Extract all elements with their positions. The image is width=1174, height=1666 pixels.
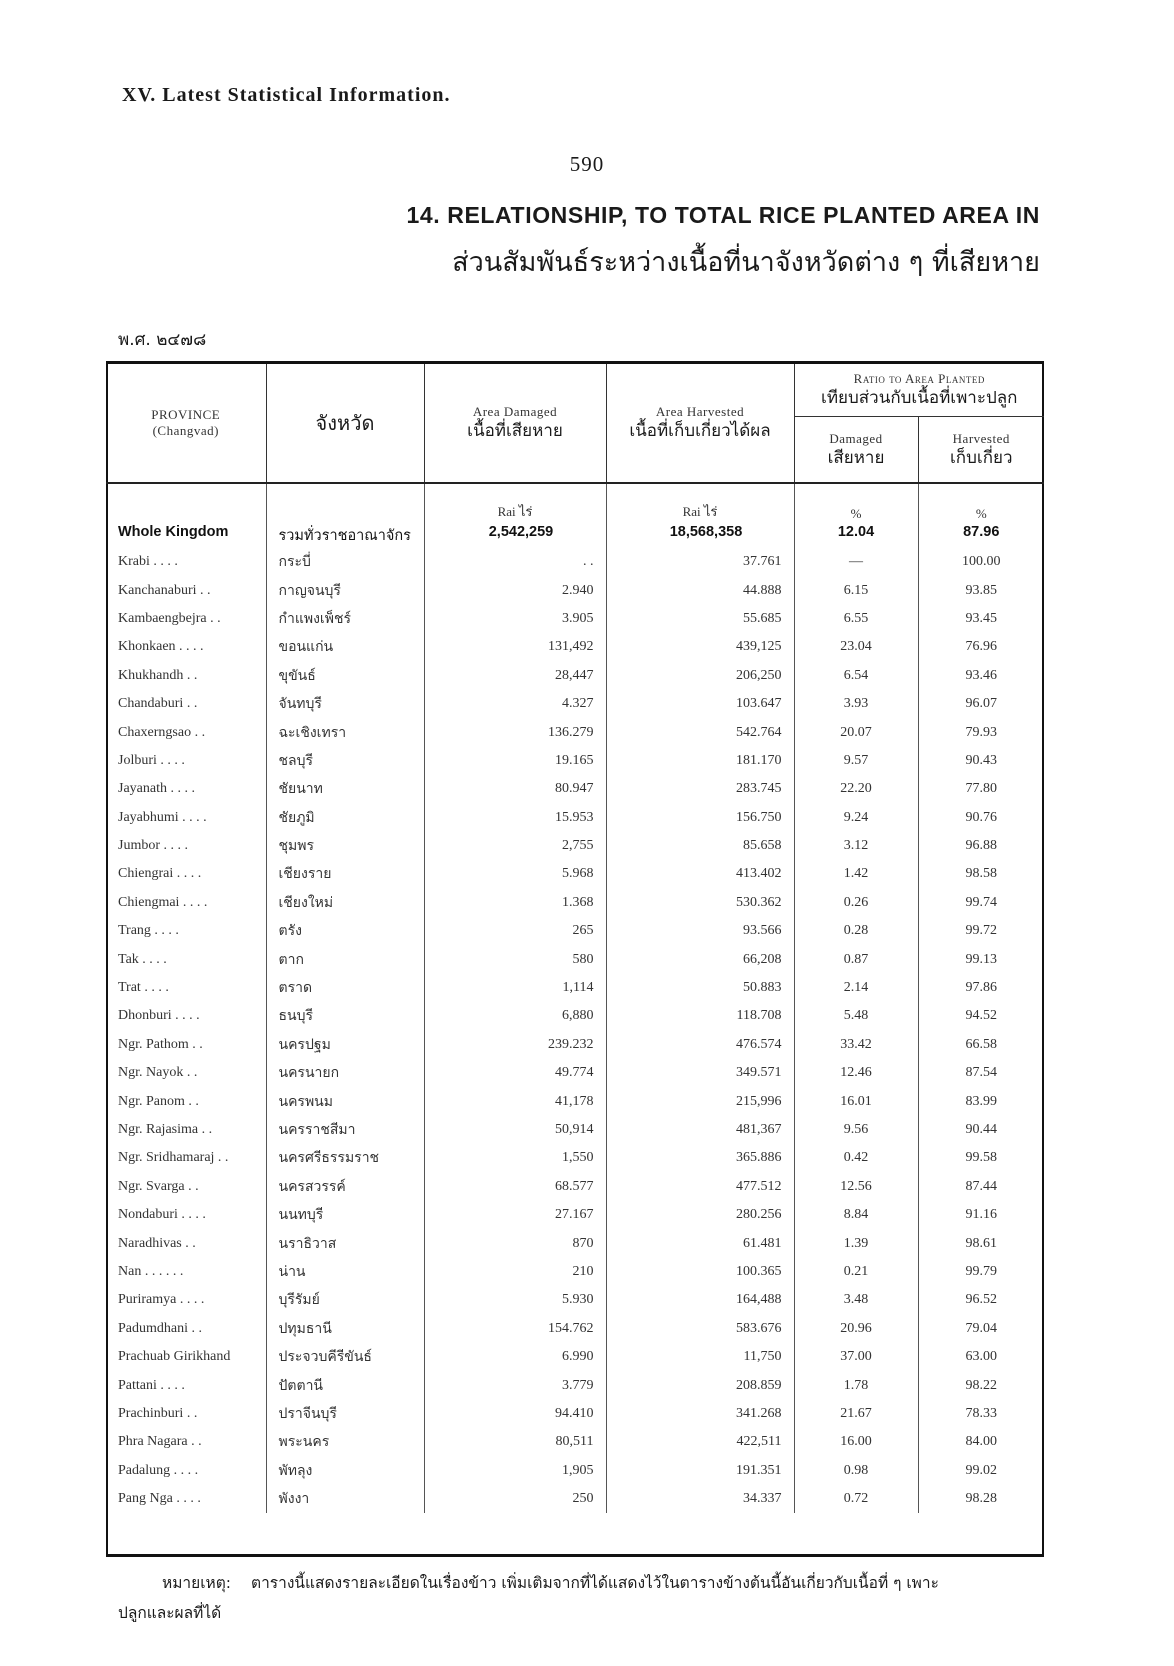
area-harvested: 477.512 <box>606 1173 794 1201</box>
ratio-damaged: 33.42 <box>794 1031 918 1059</box>
province-name-en: Kambaengbejra . . <box>106 605 266 633</box>
ratio-damaged: 1.39 <box>794 1229 918 1257</box>
area-harvested: 481,367 <box>606 1116 794 1144</box>
area-harvested: 118.708 <box>606 1002 794 1030</box>
footnote-label: หมายเหตุ: <box>162 1574 232 1592</box>
area-damaged: 94.410 <box>424 1400 606 1428</box>
province-name-th: นครปฐม <box>266 1031 424 1059</box>
area-damaged: 15.953 <box>424 804 606 832</box>
table-row <box>106 1173 1044 1201</box>
area-harvested: 439,125 <box>606 633 794 661</box>
area-harvested: 215,996 <box>606 1087 794 1115</box>
province-name-en: Phra Nagara . . <box>106 1428 266 1456</box>
province-name-th: นครสวรรค์ <box>266 1173 424 1201</box>
ratio-harvested: 83.99 <box>965 1093 997 1109</box>
province-name-th: ขุขันธ์ <box>266 662 424 690</box>
ratio-harvested: 91.16 <box>965 1207 997 1223</box>
province-name-th: จันทบุรี <box>266 690 424 718</box>
ratio-harvested: 76.96 <box>965 639 997 655</box>
province-name-en: Chiengmai . . . . <box>106 889 266 917</box>
table-row <box>106 1031 1044 1059</box>
province-name-th: ตาก <box>266 945 424 973</box>
ratio-damaged: 6.54 <box>794 662 918 690</box>
area-damaged: 870 <box>424 1229 606 1257</box>
area-harvested: 583.676 <box>606 1315 794 1343</box>
province-name-en: Khukhandh . . <box>106 662 266 690</box>
area-damaged: 265 <box>424 917 606 945</box>
province-name-th: นครพนม <box>266 1087 424 1115</box>
table-row <box>106 633 1044 661</box>
area-damaged: 1,905 <box>424 1457 606 1485</box>
table-row <box>106 1087 1044 1115</box>
table-row <box>106 662 1044 690</box>
province-name-th: เชียงใหม่ <box>266 889 424 917</box>
table-row <box>106 1258 1044 1286</box>
header-province-label: PROVINCE <box>151 407 221 422</box>
province-name-en: Jumbor . . . . <box>106 832 266 860</box>
header-ratio-damaged-th: เสียหาย <box>827 447 885 468</box>
area-harvested: 164,488 <box>606 1286 794 1314</box>
area-harvested: 156.750 <box>606 804 794 832</box>
ratio-harvested: 98.58 <box>965 866 997 882</box>
area-harvested: 365.886 <box>606 1144 794 1172</box>
province-name-th: นครศรีธรรมราช <box>266 1144 424 1172</box>
area-harvested: 422,511 <box>606 1428 794 1456</box>
header-ratio-damaged-en: Damaged <box>829 430 883 446</box>
area-harvested: 283.745 <box>606 775 794 803</box>
province-name-en: Chaxerngsao . . <box>106 718 266 746</box>
province-name-th: นนทบุรี <box>266 1201 424 1229</box>
province-name-th: ปัตตานี <box>266 1371 424 1399</box>
province-name-th: น่าน <box>266 1258 424 1286</box>
table-title-english: 14. RELATIONSHIP, TO TOTAL RICE PLANTED AREA IN <box>406 202 1040 228</box>
table-row <box>106 1116 1044 1144</box>
province-name-th: กาญจนบุรี <box>266 576 424 604</box>
ratio-harvested: 99.58 <box>965 1150 997 1166</box>
ratio-damaged: — <box>794 548 918 576</box>
ratio-damaged: 37.00 <box>794 1343 918 1371</box>
ratio-harvested: 98.22 <box>965 1377 997 1393</box>
table-row <box>106 548 1044 576</box>
area-damaged: . . <box>424 548 606 576</box>
area-harvested: 476.574 <box>606 1031 794 1059</box>
area-harvested: 542.764 <box>606 718 794 746</box>
table-row <box>106 690 1044 718</box>
province-name-en: Dhonburi . . . . <box>106 1002 266 1030</box>
ratio-harvested: 77.80 <box>965 781 997 797</box>
ratio-damaged: 3.12 <box>794 832 918 860</box>
province-name-en: Ngr. Panom . . <box>106 1087 266 1115</box>
kingdom-harvested: 18,568,358 <box>606 524 794 548</box>
area-damaged: 80.947 <box>424 775 606 803</box>
area-damaged: 1,114 <box>424 974 606 1002</box>
kingdom-name-en: Whole Kingdom <box>106 524 266 548</box>
province-name-en: Nan . . . . . . <box>106 1258 266 1286</box>
ratio-harvested: 93.45 <box>965 610 997 626</box>
table-row <box>106 1059 1044 1087</box>
units-ratio-harvested: % <box>975 506 987 521</box>
area-damaged: 1,550 <box>424 1144 606 1172</box>
ratio-damaged: 1.42 <box>794 860 918 888</box>
units-cell-empty <box>266 483 424 524</box>
area-damaged: 136.279 <box>424 718 606 746</box>
ratio-damaged: 16.01 <box>794 1087 918 1115</box>
province-name-th: ฉะเชิงเทรา <box>266 718 424 746</box>
ratio-harvested: 99.02 <box>965 1462 997 1478</box>
units-damaged: Rai ไร่ <box>424 483 606 524</box>
whole-kingdom-row <box>106 524 1044 548</box>
province-name-th: ธนบุรี <box>266 1002 424 1030</box>
province-name-en: Prachuab Girikhand <box>106 1343 266 1371</box>
province-name-th: ประจวบคีรีขันธ์ <box>266 1343 424 1371</box>
area-damaged: 80,511 <box>424 1428 606 1456</box>
table-row <box>106 1371 1044 1399</box>
table-row <box>106 718 1044 746</box>
ratio-damaged: 0.98 <box>794 1457 918 1485</box>
area-damaged: 5.968 <box>424 860 606 888</box>
header-harvested-en: Area Harvested <box>655 404 745 419</box>
kingdom-ratio-damaged: 12.04 <box>794 524 918 548</box>
ratio-damaged: 9.57 <box>794 747 918 775</box>
area-harvested: 37.761 <box>606 548 794 576</box>
area-harvested: 44.888 <box>606 576 794 604</box>
area-harvested: 34.337 <box>606 1485 794 1513</box>
units-harvested: Rai ไร่ <box>606 483 794 524</box>
province-name-en: Krabi . . . . <box>106 548 266 576</box>
province-name-en: Chiengrai . . . . <box>106 860 266 888</box>
ratio-harvested: 93.46 <box>965 667 997 683</box>
header-area-damaged <box>424 364 606 483</box>
province-name-th: ตราด <box>266 974 424 1002</box>
ratio-damaged: 23.04 <box>794 633 918 661</box>
header-harvested-th: เนื้อที่เก็บเกี่ยวได้ผล <box>629 421 771 441</box>
province-name-en: Ngr. Nayok . . <box>106 1059 266 1087</box>
ratio-damaged: 2.14 <box>794 974 918 1002</box>
ratio-harvested: 99.13 <box>965 951 997 967</box>
area-damaged: 580 <box>424 945 606 973</box>
province-name-en: Padalung . . . . <box>106 1457 266 1485</box>
ratio-damaged: 0.26 <box>794 889 918 917</box>
province-name-th: ขอนแก่น <box>266 633 424 661</box>
ratio-harvested: 96.07 <box>965 696 997 712</box>
table-title-thai: ส่วนสัมพันธ์ระหว่างเนื้อที่นาจังหวัดต่าง ๆ ที่เสียหาย <box>452 247 1040 278</box>
table-row <box>106 1343 1044 1371</box>
area-harvested: 50.883 <box>606 974 794 1002</box>
area-harvested: 530.362 <box>606 889 794 917</box>
table-row <box>106 747 1044 775</box>
ratio-damaged: 0.21 <box>794 1258 918 1286</box>
footnote-text-continued: ปลูกและผลที่ได้ <box>118 1604 222 1622</box>
ratio-harvested: 90.43 <box>965 752 997 768</box>
area-damaged: 6.990 <box>424 1343 606 1371</box>
area-harvested: 100.365 <box>606 1258 794 1286</box>
area-harvested: 349.571 <box>606 1059 794 1087</box>
province-name-th: เชียงราย <box>266 860 424 888</box>
ratio-damaged: 6.55 <box>794 605 918 633</box>
area-damaged: 6,880 <box>424 1002 606 1030</box>
header-province-en <box>106 364 266 483</box>
area-damaged: 210 <box>424 1258 606 1286</box>
ratio-harvested: 99.74 <box>965 894 997 910</box>
area-damaged: 154.762 <box>424 1315 606 1343</box>
province-name-th: ปราจีนบุรี <box>266 1400 424 1428</box>
province-name-en: Trang . . . . <box>106 917 266 945</box>
table-row <box>106 917 1044 945</box>
header-damaged-en: Area Damaged <box>472 404 558 419</box>
table-row <box>106 576 1044 604</box>
ratio-harvested: 93.85 <box>965 582 997 598</box>
area-harvested: 341.268 <box>606 1400 794 1428</box>
table-row <box>106 1428 1044 1456</box>
province-name-th: ชลบุรี <box>266 747 424 775</box>
ratio-damaged: 21.67 <box>794 1400 918 1428</box>
area-damaged: 28,447 <box>424 662 606 690</box>
ratio-harvested: 84.00 <box>965 1434 997 1450</box>
table-row <box>106 860 1044 888</box>
area-harvested: 206,250 <box>606 662 794 690</box>
ratio-harvested: 94.52 <box>965 1008 997 1024</box>
area-harvested: 280.256 <box>606 1201 794 1229</box>
ratio-harvested: 87.54 <box>965 1065 997 1081</box>
header-ratio-th: เทียบส่วนกับเนื้อที่เพาะปลูก <box>821 388 1018 409</box>
province-name-en: Padumdhani . . <box>106 1315 266 1343</box>
province-name-th: นครราชสีมา <box>266 1116 424 1144</box>
province-name-en: Jolburi . . . . <box>106 747 266 775</box>
ratio-damaged: 22.20 <box>794 775 918 803</box>
area-harvested: 61.481 <box>606 1229 794 1257</box>
province-name-en: Naradhivas . . <box>106 1229 266 1257</box>
ratio-damaged: 9.24 <box>794 804 918 832</box>
ratio-harvested: 100.00 <box>962 554 1001 570</box>
province-name-en: Ngr. Pathom . . <box>106 1031 266 1059</box>
ratio-damaged: 9.56 <box>794 1116 918 1144</box>
ratio-damaged: 0.72 <box>794 1485 918 1513</box>
area-damaged: 50,914 <box>424 1116 606 1144</box>
ratio-harvested: 96.52 <box>965 1292 997 1308</box>
province-name-th: บุรีรัมย์ <box>266 1286 424 1314</box>
province-name-th: ชัยนาท <box>266 775 424 803</box>
area-damaged: 1.368 <box>424 889 606 917</box>
table-row <box>106 832 1044 860</box>
province-name-th: ตรัง <box>266 917 424 945</box>
province-name-en: Prachinburi . . <box>106 1400 266 1428</box>
area-damaged: 4.327 <box>424 690 606 718</box>
area-harvested: 191.351 <box>606 1457 794 1485</box>
kingdom-ratio-harvested: 87.96 <box>963 524 1000 540</box>
province-name-th: ชุมพร <box>266 832 424 860</box>
ratio-damaged: 5.48 <box>794 1002 918 1030</box>
ratio-damaged: 0.87 <box>794 945 918 973</box>
header-ratio-en: Ratio to Area Planted <box>853 371 985 387</box>
province-name-en: Khonkaen . . . . <box>106 633 266 661</box>
ratio-damaged: 20.07 <box>794 718 918 746</box>
province-name-th: พังงา <box>266 1485 424 1513</box>
ratio-harvested: 99.79 <box>965 1263 997 1279</box>
province-name-th: นครนายก <box>266 1059 424 1087</box>
table-row <box>106 775 1044 803</box>
ratio-damaged: 3.93 <box>794 690 918 718</box>
page-number: 590 <box>569 152 605 176</box>
area-harvested: 181.170 <box>606 747 794 775</box>
province-name-th: พัทลุง <box>266 1457 424 1485</box>
area-damaged: 2,755 <box>424 832 606 860</box>
header-province-th <box>266 364 424 483</box>
kingdom-name-th: รวมทั่วราชอาณาจักร <box>266 524 424 548</box>
table-row <box>106 605 1044 633</box>
area-damaged: 27.167 <box>424 1201 606 1229</box>
area-harvested: 208.859 <box>606 1371 794 1399</box>
header-damaged-th: เนื้อที่เสียหาย <box>467 421 563 441</box>
header-ratio-harvested-en: Harvested <box>952 430 1010 446</box>
area-harvested: 103.647 <box>606 690 794 718</box>
ratio-harvested: 78.33 <box>965 1405 997 1421</box>
header-province-thai: จังหวัด <box>315 411 375 435</box>
area-damaged: 68.577 <box>424 1173 606 1201</box>
table-row <box>106 1144 1044 1172</box>
ratio-harvested: 98.28 <box>965 1491 997 1507</box>
ratio-harvested: 98.61 <box>965 1235 997 1251</box>
province-name-en: Ngr. Rajasima . . <box>106 1116 266 1144</box>
header-ratio-harvested <box>918 417 1044 483</box>
province-name-en: Jayanath . . . . <box>106 775 266 803</box>
ratio-damaged: 12.56 <box>794 1173 918 1201</box>
table-row <box>106 1400 1044 1428</box>
table-row <box>106 945 1044 973</box>
ratio-harvested: 90.44 <box>965 1122 997 1137</box>
header-ratio <box>794 364 1044 417</box>
ratio-harvested: 97.86 <box>965 980 997 996</box>
units-ratio-damaged: % <box>794 483 918 524</box>
ratio-damaged: 8.84 <box>794 1201 918 1229</box>
year-label: พ.ศ. ๒๔๗๘ <box>118 330 207 350</box>
units-row <box>106 483 1044 524</box>
province-name-th: กำแพงเพ็ชร์ <box>266 605 424 633</box>
province-name-en: Nondaburi . . . . <box>106 1201 266 1229</box>
kingdom-damaged: 2,542,259 <box>424 524 606 548</box>
ratio-damaged: 3.48 <box>794 1286 918 1314</box>
header-area-harvested <box>606 364 794 483</box>
province-name-th: ปทุมธานี <box>266 1315 424 1343</box>
province-name-th: นราธิวาส <box>266 1229 424 1257</box>
ratio-harvested: 66.58 <box>965 1036 997 1052</box>
province-name-en: Jayabhumi . . . . <box>106 804 266 832</box>
ratio-harvested: 99.72 <box>965 923 997 939</box>
province-name-th: กระบี่ <box>266 548 424 576</box>
footnote-text: ตารางนี้แสดงรายละเอียดในเรื่องข้าว เพิ่มเติมจากที่ได้แสดงไว้ในตารางข้างต้นนี้อันเกี่ยวกับเนื้อที่ ๆ เพาะ <box>251 1574 939 1592</box>
ratio-harvested: 79.93 <box>965 724 997 740</box>
table-row <box>106 1315 1044 1343</box>
table-row <box>106 804 1044 832</box>
ratio-harvested: 63.00 <box>965 1349 997 1365</box>
ratio-harvested: 79.04 <box>965 1320 997 1336</box>
table-row <box>106 889 1044 917</box>
province-name-en: Kanchanaburi . . <box>106 576 266 604</box>
province-name-en: Chandaburi . . <box>106 690 266 718</box>
area-harvested: 93.566 <box>606 917 794 945</box>
area-damaged: 3.905 <box>424 605 606 633</box>
province-name-en: Ngr. Sridhamaraj . . <box>106 1144 266 1172</box>
area-harvested: 85.658 <box>606 832 794 860</box>
table-row <box>106 1286 1044 1314</box>
ratio-damaged: 1.78 <box>794 1371 918 1399</box>
ratio-harvested: 87.44 <box>965 1178 997 1194</box>
province-name-en: Ngr. Svarga . . <box>106 1173 266 1201</box>
statistics-table <box>106 364 1044 1513</box>
area-damaged: 19.165 <box>424 747 606 775</box>
area-damaged: 5.930 <box>424 1286 606 1314</box>
section-header: XV. Latest Statistical Information. <box>122 84 451 106</box>
footnote <box>118 1568 1048 1628</box>
area-damaged: 49.774 <box>424 1059 606 1087</box>
table-row <box>106 1229 1044 1257</box>
area-harvested: 11,750 <box>606 1343 794 1371</box>
header-ratio-harvested-th: เก็บเกี่ยว <box>950 447 1013 468</box>
ratio-damaged: 0.42 <box>794 1144 918 1172</box>
ratio-damaged: 12.46 <box>794 1059 918 1087</box>
header-ratio-damaged <box>794 417 918 483</box>
area-harvested: 413.402 <box>606 860 794 888</box>
province-name-en: Puriramya . . . . <box>106 1286 266 1314</box>
header-province-sub: (Changvad) <box>152 423 219 438</box>
province-name-th: ชัยภูมิ <box>266 804 424 832</box>
ratio-damaged: 16.00 <box>794 1428 918 1456</box>
table-row <box>106 1201 1044 1229</box>
area-damaged: 3.779 <box>424 1371 606 1399</box>
area-harvested: 55.685 <box>606 605 794 633</box>
units-cell-empty <box>106 483 266 524</box>
province-name-en: Tak . . . . <box>106 945 266 973</box>
province-name-en: Pattani . . . . <box>106 1371 266 1399</box>
area-damaged: 2.940 <box>424 576 606 604</box>
area-damaged: 239.232 <box>424 1031 606 1059</box>
province-name-en: Pang Nga . . . . <box>106 1485 266 1513</box>
province-name-th: พระนคร <box>266 1428 424 1456</box>
ratio-damaged: 20.96 <box>794 1315 918 1343</box>
ratio-harvested: 96.88 <box>965 838 997 854</box>
area-damaged: 41,178 <box>424 1087 606 1115</box>
area-damaged: 250 <box>424 1485 606 1513</box>
table-row <box>106 1002 1044 1030</box>
table-row <box>106 1457 1044 1485</box>
ratio-damaged: 6.15 <box>794 576 918 604</box>
area-harvested: 66,208 <box>606 945 794 973</box>
ratio-damaged: 0.28 <box>794 917 918 945</box>
area-damaged: 131,492 <box>424 633 606 661</box>
province-name-en: Trat . . . . <box>106 974 266 1002</box>
table-row <box>106 974 1044 1002</box>
ratio-harvested: 90.76 <box>965 809 997 825</box>
table-row <box>106 1485 1044 1513</box>
